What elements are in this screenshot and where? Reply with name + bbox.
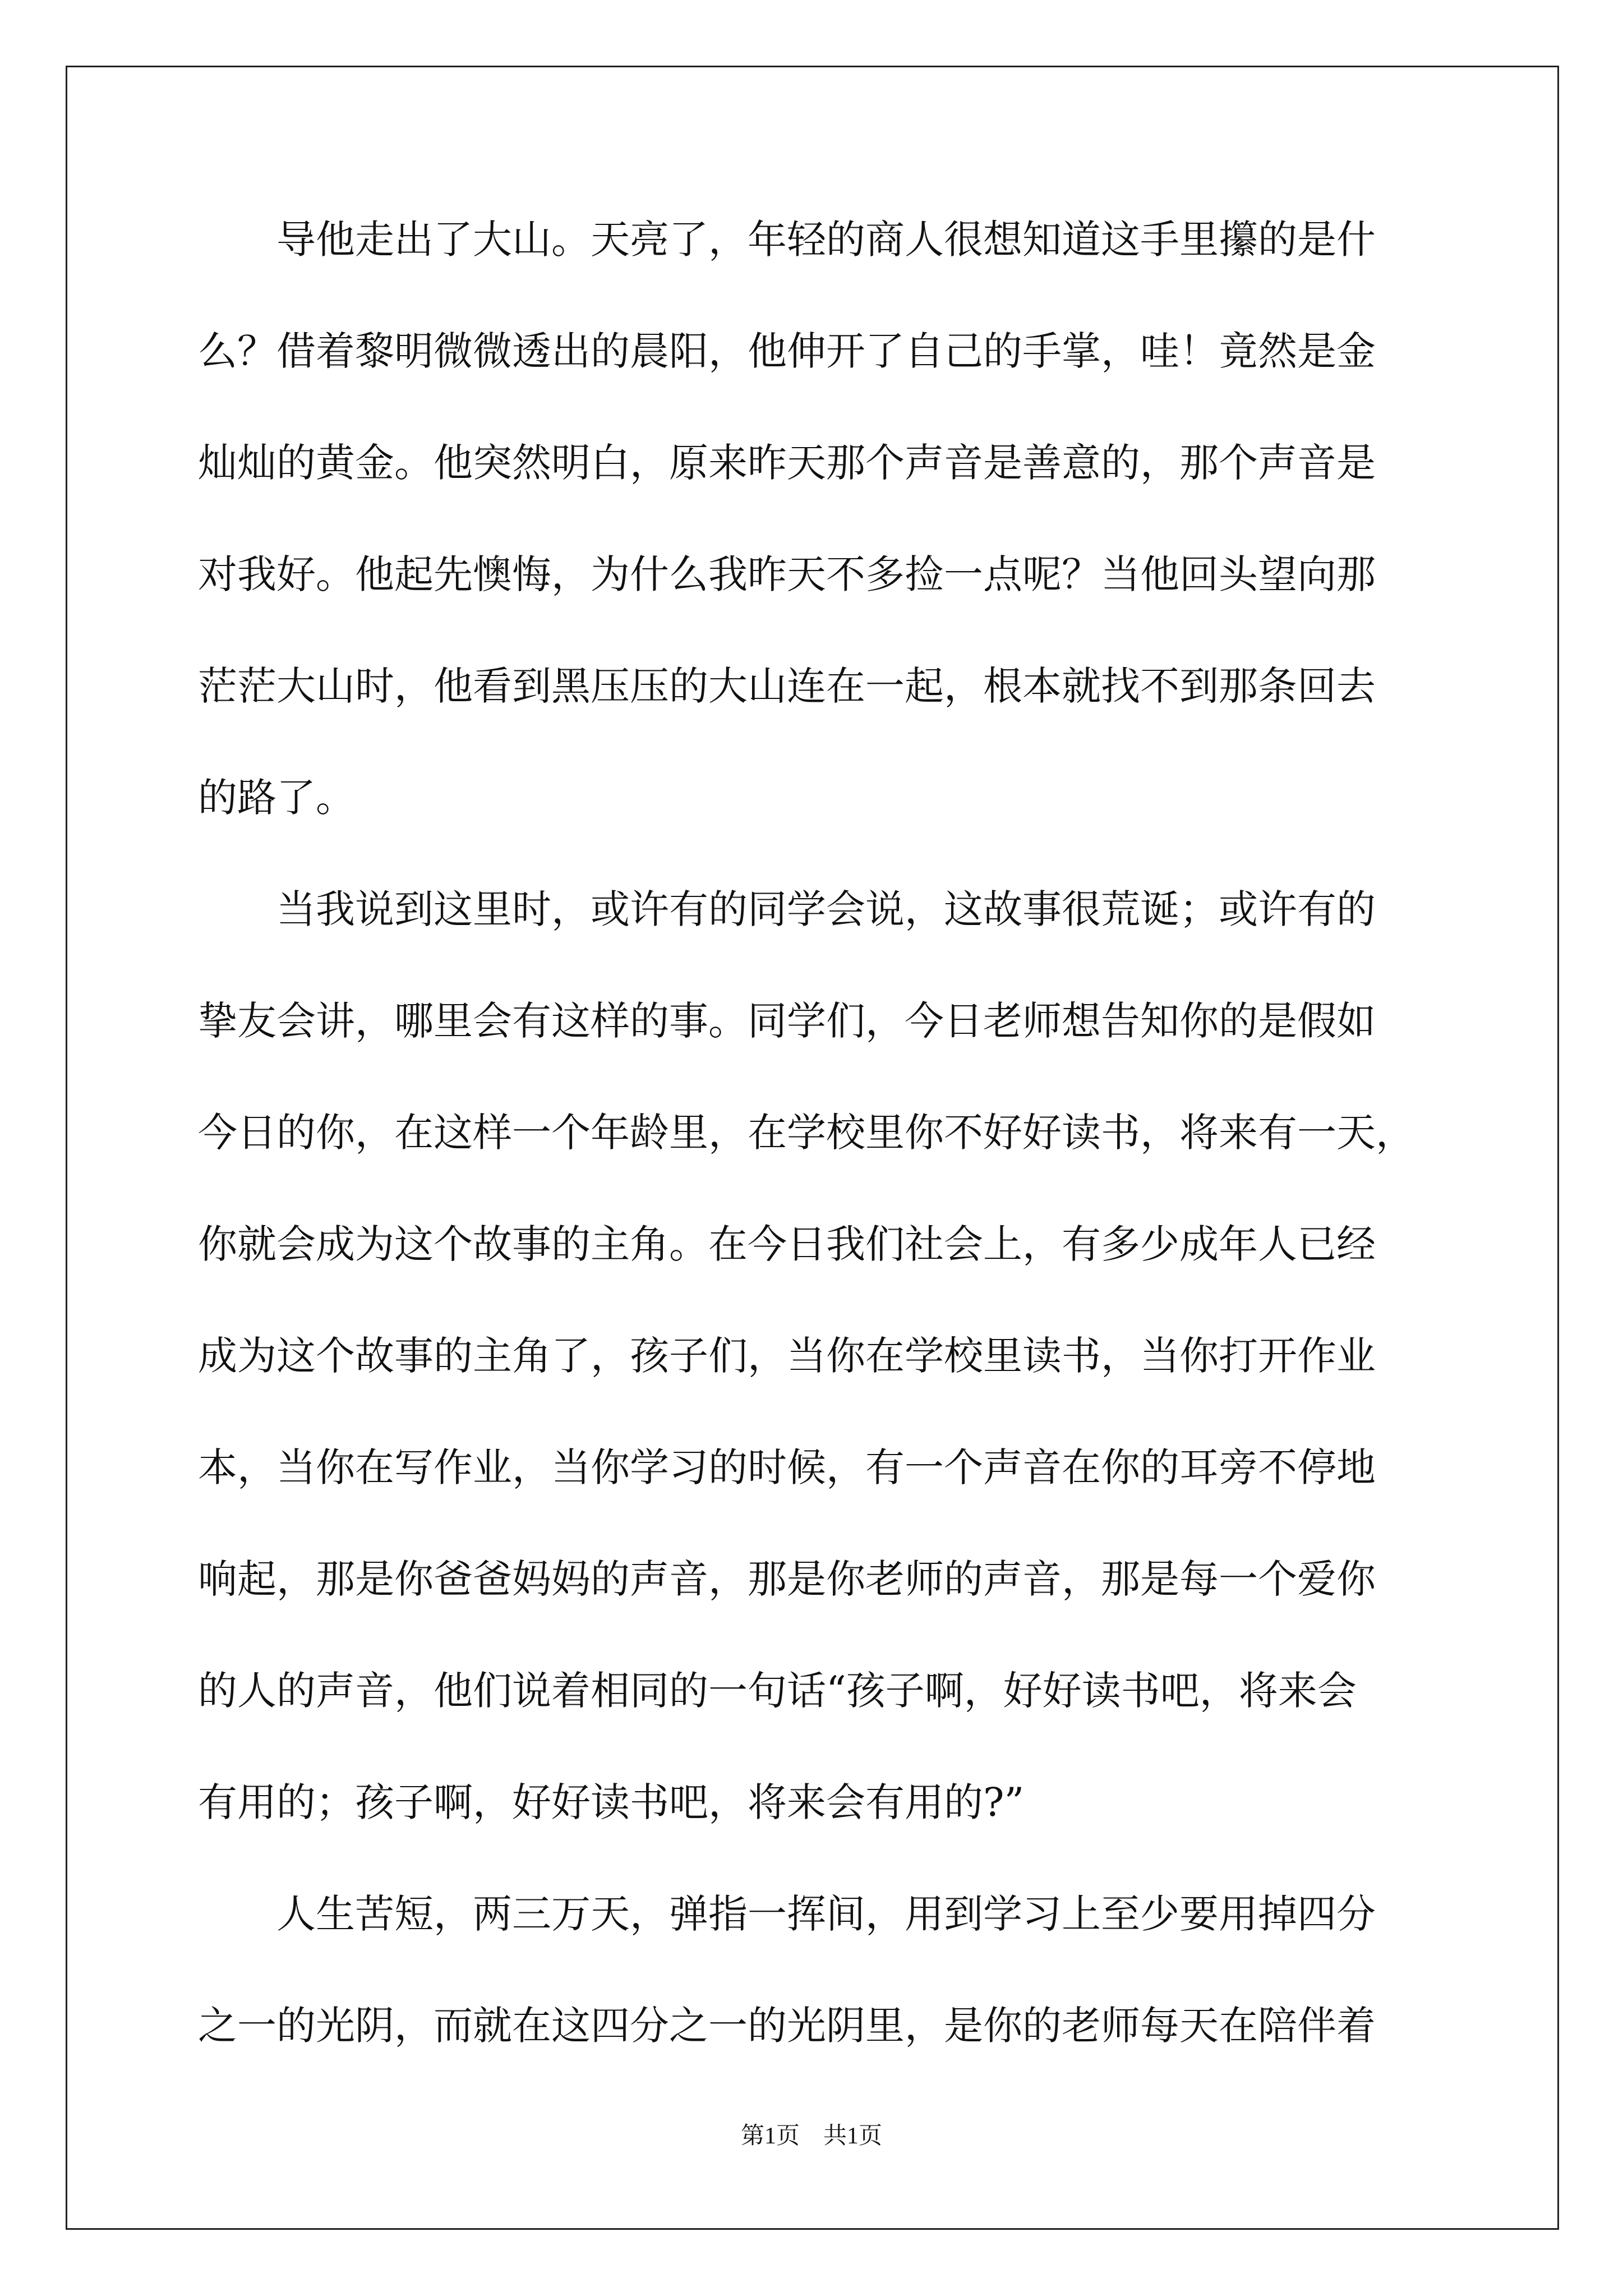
text-line: 灿灿的黄金。他突然明白，原来昨天那个声音是善意的，那个声音是 <box>198 440 1376 486</box>
text-line: 茫茫大山时，他看到黑压压的大山连在一起，根本就找不到那条回去 <box>198 663 1376 709</box>
text-line: 成为这个故事的主角了，孩子们，当你在学校里读书，当你打开作业 <box>198 1333 1376 1379</box>
text-line: 对我好。他起先懊悔，为什么我昨天不多捡一点呢？当他回头望向那 <box>198 551 1376 597</box>
text-line: 今日的你，在这样一个年龄里，在学校里你不好好读书，将来有一天， <box>198 1110 1415 1156</box>
page-footer: 第1页 共1页 <box>740 2123 882 2149</box>
text-line: 你就会成为这个故事的主角。在今日我们社会上，有多少成年人已经 <box>198 1221 1376 1267</box>
text-line: 响起，那是你爸爸妈妈的声音，那是你老师的声音，那是每一个爱你 <box>198 1556 1376 1602</box>
text-line: 挚友会讲，哪里会有这样的事。同学们，今日老师想告知你的是假如 <box>198 998 1376 1044</box>
text-line: 的人的声音，他们说着相同的一句话“孩子啊，好好读书吧，将来会 <box>198 1668 1357 1714</box>
text-line: 人生苦短，两三万天，弹指一挥间，用到学习上至少要用掉四分 <box>198 1891 1376 1937</box>
text-line: 的路了。 <box>198 775 355 821</box>
text-line: 当我说到这里时，或许有的同学会说，这故事很荒诞；或许有的 <box>198 886 1376 932</box>
text-line: 本，当你在写作业，当你学习的时候，有一个声音在你的耳旁不停地 <box>198 1444 1376 1490</box>
text-line: 么？借着黎明微微透出的晨阳，他伸开了自己的手掌，哇！竟然是金 <box>198 328 1376 374</box>
text-line: 导他走出了大山。天亮了，年轻的商人很想知道这手里攥的是什 <box>198 217 1376 263</box>
text-line: 有用的；孩子啊，好好读书吧，将来会有用的?” <box>198 1779 1025 1825</box>
text-line: 之一的光阴，而就在这四分之一的光阴里，是你的老师每天在陪伴着 <box>198 2003 1376 2049</box>
